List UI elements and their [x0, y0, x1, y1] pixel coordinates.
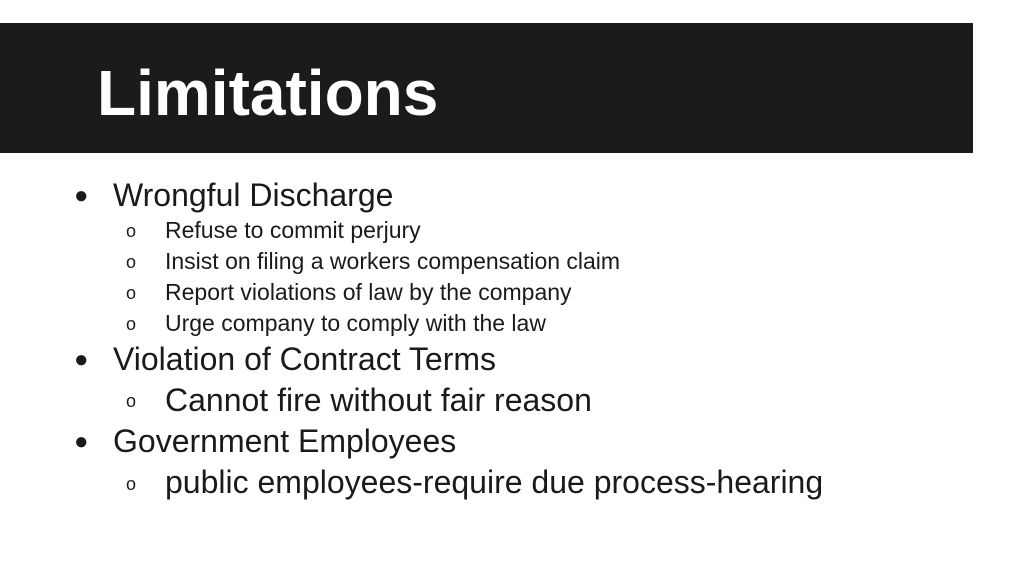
sub-bullet-circle-icon: o [126, 283, 137, 303]
sub-bullet-label: Urge company to comply with the law [165, 310, 546, 336]
slide-title: Limitations [97, 57, 439, 129]
sub-bullet-label: Cannot fire without fair reason [165, 382, 592, 418]
bullet-label: Violation of Contract Terms [113, 341, 496, 377]
bullet-label: Government Employees [113, 423, 457, 459]
sub-bullet-circle-icon: o [126, 391, 137, 411]
sub-bullet-label: Refuse to commit perjury [165, 217, 421, 243]
sub-bullet-circle-icon: o [126, 474, 137, 494]
sub-bullet-circle-icon: o [126, 252, 137, 272]
sub-bullet-circle-icon: o [126, 314, 137, 334]
bullet-label: Wrongful Discharge [113, 177, 394, 213]
bullet-dot-icon: ● [74, 182, 89, 209]
sub-bullet-label: public employees-require due process-hearing [165, 464, 824, 500]
sub-bullet-circle-icon: o [126, 221, 137, 241]
sub-bullet-label: Report violations of law by the company [165, 279, 572, 305]
bullet-dot-icon: ● [74, 428, 89, 455]
sub-bullet-label: Insist on filing a workers compensation claim [165, 248, 621, 274]
bullet-dot-icon: ● [74, 346, 89, 373]
